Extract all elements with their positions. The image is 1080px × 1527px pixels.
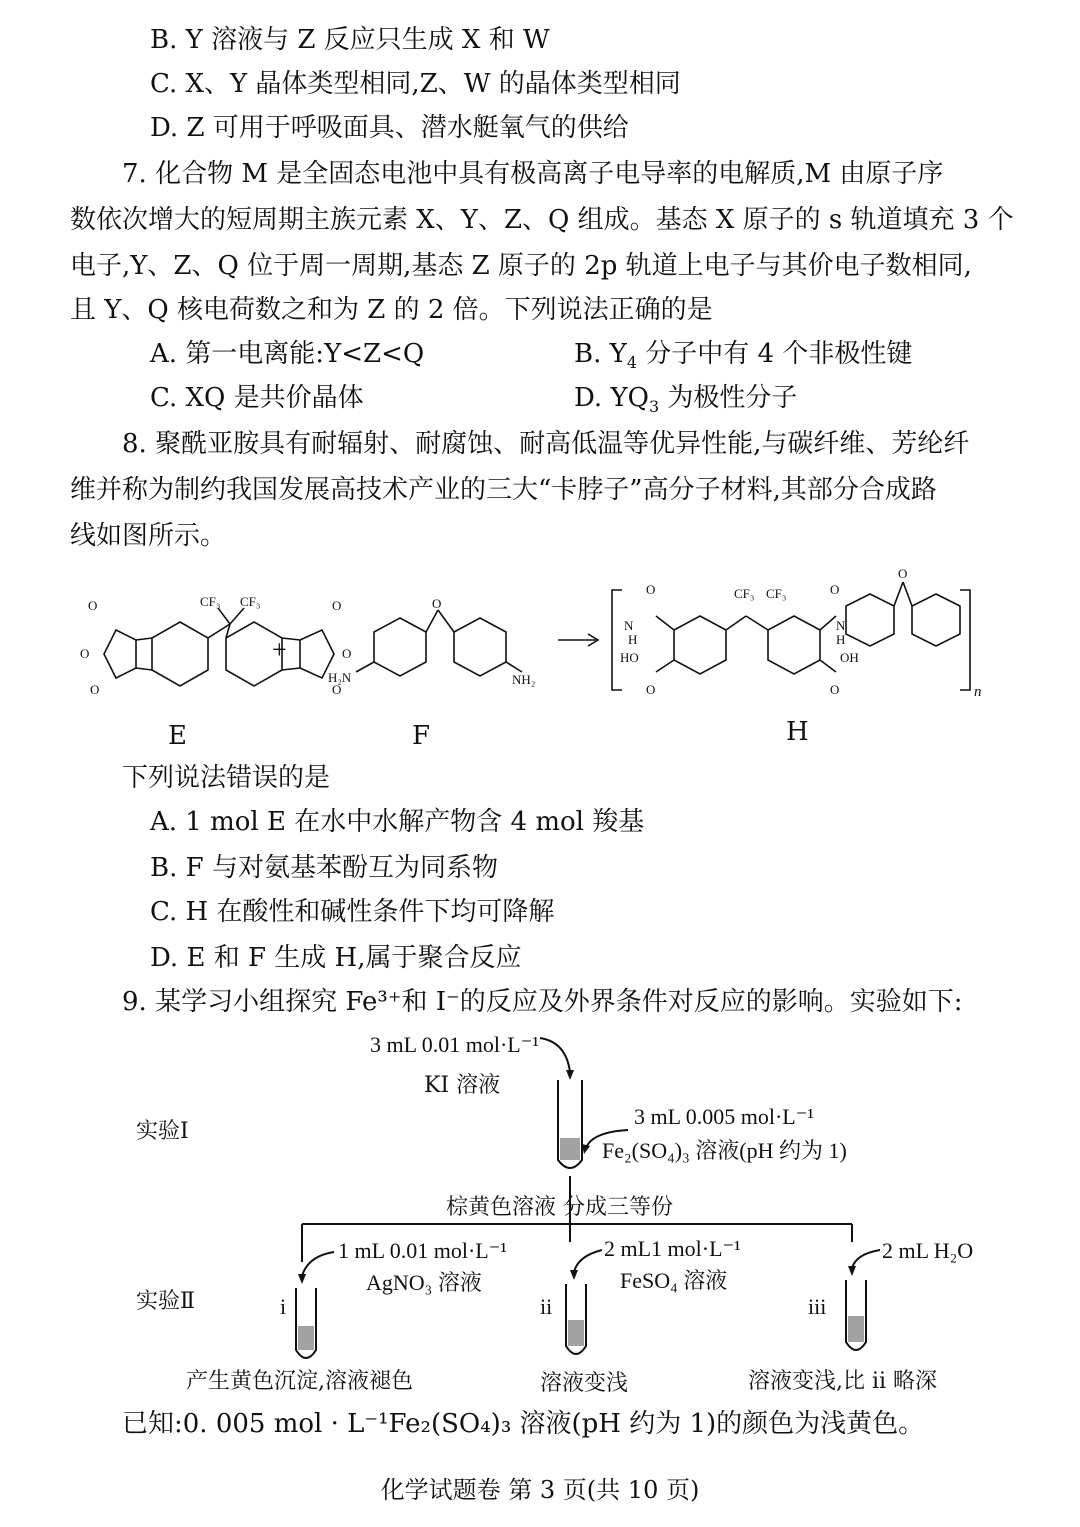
feso4-amount: 2 mL1 mol·L⁻¹ (604, 1236, 741, 1261)
tube-ii-label: ii (540, 1294, 553, 1319)
page-footer: 化学试题卷 第 3 页(共 10 页) (380, 1476, 700, 1504)
q8-option-b: B. F 与对氨基苯酚互为同系物 (150, 853, 498, 883)
split-note: 棕黄色溶液 分成三等份 (446, 1195, 673, 1220)
ki-arrow (540, 1038, 570, 1072)
tube-iii-label: iii (808, 1294, 827, 1319)
q7-stem-line-2: 数依次增大的短周期主族元素 X、Y、Z、Q 组成。基态 X 原子的 s 轨道填充 3 个 (70, 205, 1014, 235)
e-o-bottom: O (90, 682, 100, 697)
q8-stem-line-1: 8. 聚酰亚胺具有耐辐射、耐腐蚀、耐高低温等优异性能,与碳纤维、芳纶纤 (122, 429, 970, 459)
label-f: F (412, 721, 431, 751)
q7-option-b (574, 336, 912, 381)
q6-option-c: C. X、Y 晶体类型相同,Z、W 的晶体类型相同 (150, 69, 681, 99)
h-ether-o: O (898, 566, 908, 581)
agno3-amount: 1 mL 0.01 mol·L⁻¹ (338, 1238, 507, 1263)
h-o-3: O (830, 582, 840, 597)
experiment-2-label: 实验Ⅱ (136, 1289, 195, 1314)
e-o-top: O (88, 598, 98, 613)
q8-stem-line-2: 维并称为制约我国发展高技术产业的三大“卡脖子”高分子材料,其部分合成路 (70, 475, 937, 505)
q7-option-d-sub: 3 (648, 397, 660, 417)
h-ho: HO (620, 650, 639, 665)
q6-option-d: D. Z 可用于呼吸面具、潜水艇氧气的供给 (150, 113, 629, 143)
reaction-scheme-diagram (60, 560, 1020, 760)
q7-option-c: C. XQ 是共价晶体 (150, 383, 364, 413)
plus-sign: + (272, 635, 287, 664)
q7-option-b-pre: B. Y (574, 339, 627, 369)
f-nh2-right: NH₂ (512, 672, 536, 687)
e-cf3-1: CF₃ (200, 594, 221, 609)
q9-stem: 9. 某学习小组探究 Fe³⁺和 I⁻的反应及外界条件对反应的影响。实验如下: (122, 987, 963, 1017)
f-o: O (432, 596, 442, 611)
h-cf3-1: CF₃ (734, 586, 755, 601)
q7-option-b-sub: 4 (626, 353, 637, 373)
q7-option-b-post: 分子中有 4 个非极性键 (637, 339, 913, 369)
h-o-1: O (646, 582, 656, 597)
label-e: E (168, 721, 187, 751)
q7-stem-line-1: 7. 化合物 M 是全固态电池中具有极高离子电导率的电解质,M 由原子序 (122, 159, 944, 189)
agno3-arrow (302, 1252, 334, 1276)
feso4-solution: FeSO₄ 溶液 (620, 1268, 728, 1293)
e-cf3-2: CF₃ (240, 594, 261, 609)
h-o-4: O (830, 682, 840, 697)
q7-option-a: A. 第一电离能:Y<Z<Q (150, 339, 425, 369)
q7-stem-line-4: 且 Y、Q 核电荷数之和为 Z 的 2 倍。下列说法正确的是 (70, 295, 713, 325)
fe-amount: 3 mL 0.005 mol·L⁻¹ (634, 1104, 814, 1129)
experiment-apparatus (0, 1020, 1080, 1380)
fe-arrow (586, 1130, 628, 1148)
q7-option-d (574, 380, 797, 425)
result-iii: 溶液变浅,比 ii 略深 (748, 1369, 938, 1394)
q6-option-b: B. Y 溶液与 Z 反应只生成 X 和 W (150, 25, 550, 55)
h-nh-1: N (624, 618, 634, 633)
water-arrow (852, 1250, 880, 1268)
q7-option-d-pre: D. YQ (574, 383, 649, 413)
known-note: 已知:0. 005 mol · L⁻¹Fe₂(SO₄)₃ 溶液(pH 约为 1)的颜色为浅黄色。 (122, 1409, 925, 1439)
e-o-right: O (342, 646, 352, 661)
f-nh2-left: H₂N (328, 670, 352, 685)
h-oh: OH (840, 650, 859, 665)
q8-prompt: 下列说法错误的是 (122, 763, 331, 793)
e-o-bottom-right: O (332, 682, 342, 697)
tube-i-label: i (280, 1294, 287, 1319)
fe-solution: Fe₂(SO₄)₃ 溶液(pH 约为 1) (602, 1138, 847, 1163)
q7-option-d-post: 为极性分子 (659, 383, 798, 413)
q7-stem-line-3: 电子,Y、Z、Q 位于周一周期,基态 Z 原子的 2p 轨道上电子与其价电子数相同, (70, 251, 972, 281)
q8-option-a: A. 1 mol E 在水中水解产物含 4 mol 羧基 (150, 807, 645, 837)
q8-option-d: D. E 和 F 生成 H,属于聚合反应 (150, 943, 522, 973)
h-o-2: O (646, 682, 656, 697)
water-amount: 2 mL H₂O (882, 1238, 974, 1263)
q8-stem-line-3: 线如图所示。 (70, 521, 227, 551)
h-h-2: H (836, 632, 846, 647)
label-h: H (786, 717, 809, 747)
feso4-arrow (574, 1250, 602, 1272)
agno3-solution: AgNO₃ 溶液 (366, 1270, 482, 1295)
experiment-1-label: 实验Ⅰ (136, 1119, 189, 1144)
h-cf3-2: CF₃ (766, 586, 787, 601)
result-i: 产生黄色沉淀,溶液褪色 (186, 1369, 413, 1394)
h-n: n (974, 684, 982, 700)
h-h-1: H (628, 632, 638, 647)
q8-option-c: C. H 在酸性和碱性条件下均可降解 (150, 897, 555, 927)
ki-solution: KI 溶液 (424, 1073, 501, 1098)
result-ii: 溶液变浅 (540, 1371, 629, 1396)
e-o-top-right: O (332, 598, 342, 613)
ki-amount: 3 mL 0.01 mol·L⁻¹ (370, 1032, 539, 1057)
e-o-left: O (80, 646, 90, 661)
h-nh-2: N (836, 618, 846, 633)
